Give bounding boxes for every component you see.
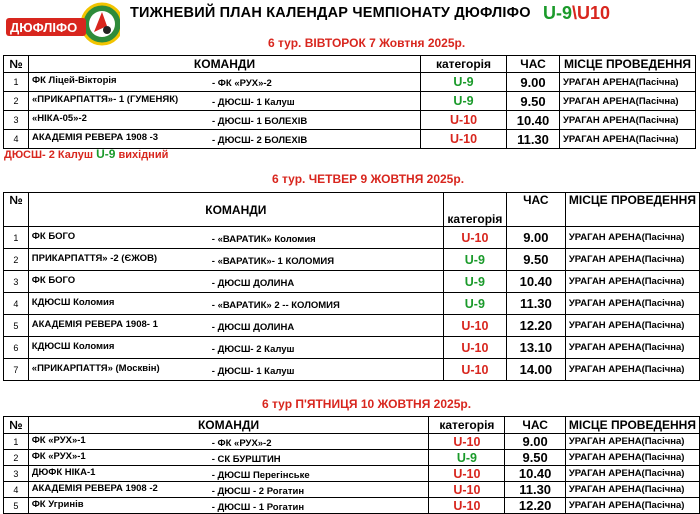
match-time: 12.20 <box>506 315 565 337</box>
away-team: - ДЮСШ- 1 Калуш <box>212 97 295 108</box>
match-time: 11.30 <box>507 130 560 149</box>
home-team: ФК БОГО <box>31 230 76 242</box>
table-header-row <box>4 56 696 73</box>
match-time: 10.40 <box>505 466 565 482</box>
away-team: - «ВАРАТИК»- 1 КОЛОМИЯ <box>211 255 335 267</box>
home-team: КДЮСШ Коломия <box>31 296 115 308</box>
col-header-venue: МІСЦЕ ПРОВЕДЕННЯ <box>565 193 699 227</box>
col-header-time: ЧАС <box>506 193 565 227</box>
schedule-table <box>3 192 700 381</box>
away-team: - СК БУРШТИН <box>211 453 281 465</box>
match-time: 9.00 <box>506 227 565 249</box>
match-teams <box>28 482 429 498</box>
match-number: 1 <box>4 73 29 92</box>
title-text: ТИЖНЕВИЙ ПЛАН КАЛЕНДАР ЧЕМПІОНАТУ ДЮФЛІФО <box>130 5 531 21</box>
note-team: ДЮСШ- 2 Калуш <box>4 149 94 161</box>
match-teams <box>29 92 421 111</box>
note-category: U-9 <box>96 147 116 161</box>
match-venue: УРАГАН АРЕНА(Пасічна) <box>565 434 699 450</box>
away-team: - ДЮСШ Перегінське <box>211 469 310 481</box>
col-header-num: № <box>4 193 29 227</box>
match-teams <box>28 271 443 293</box>
day-heading: 6 тур П'ЯТНИЦЯ 10 ЖОВТНЯ 2025р. <box>262 397 472 411</box>
table-row <box>4 359 700 381</box>
match-teams <box>29 73 421 92</box>
match-venue: УРАГАН АРЕНА(Пасічна) <box>565 359 699 381</box>
match-teams <box>28 450 429 466</box>
match-time: 9.50 <box>506 249 565 271</box>
match-number: 5 <box>4 498 29 514</box>
match-category: U-9 <box>443 271 506 293</box>
match-category: U-10 <box>443 337 506 359</box>
match-category: U-10 <box>421 130 507 149</box>
table-row <box>4 111 696 130</box>
match-venue: УРАГАН АРЕНА(Пасічна) <box>560 130 696 149</box>
home-team: ФК «РУХ»-1 <box>31 434 86 446</box>
day-heading: 6 тур. ВІВТОРОК 7 Жовтня 2025р. <box>268 36 466 50</box>
match-category: U-9 <box>421 92 507 111</box>
away-team: - ДЮСШ- 1 Калуш <box>211 365 295 377</box>
away-team: - ДЮСШ - 2 Рогатин <box>211 485 305 497</box>
table-row <box>4 92 696 111</box>
match-number: 2 <box>4 450 29 466</box>
away-team: - ДЮСШ ДОЛИНА <box>211 277 295 289</box>
table-row <box>4 271 700 293</box>
match-category: U-9 <box>443 249 506 271</box>
home-team: ФК Угринів <box>31 498 84 510</box>
day-heading: 6 тур. ЧЕТВЕР 9 ЖОВТНЯ 2025р. <box>272 172 465 186</box>
match-time: 9.00 <box>505 434 565 450</box>
match-venue: УРАГАН АРЕНА(Пасічна) <box>565 249 699 271</box>
match-category: U-10 <box>429 498 505 514</box>
match-venue: УРАГАН АРЕНА(Пасічна) <box>565 315 699 337</box>
match-category: U-10 <box>429 466 505 482</box>
match-category: U-10 <box>421 111 507 130</box>
match-number: 3 <box>4 111 29 130</box>
match-category: U-10 <box>443 359 506 381</box>
away-team: - ДЮСШ - 1 Рогатин <box>211 501 305 513</box>
svg-text:ДЮФЛІФО: ДЮФЛІФО <box>10 20 78 35</box>
match-venue: УРАГАН АРЕНА(Пасічна) <box>560 111 696 130</box>
table-row <box>4 227 700 249</box>
away-team: - ДЮСШ ДОЛИНА <box>211 321 295 333</box>
col-header-teams: КОМАНДИ <box>28 193 443 227</box>
home-team: ФК БОГО <box>31 274 76 286</box>
match-venue: УРАГАН АРЕНА(Пасічна) <box>565 498 699 514</box>
match-number: 3 <box>4 271 29 293</box>
col-header-teams: КОМАНДИ <box>29 56 421 73</box>
schedule-table <box>3 55 696 149</box>
table-row <box>4 337 700 359</box>
col-header-category: категорія <box>443 193 506 227</box>
match-venue: УРАГАН АРЕНА(Пасічна) <box>565 271 699 293</box>
match-time: 11.30 <box>505 482 565 498</box>
title-categories <box>543 3 610 24</box>
away-team: - ФК «РУХ»-2 <box>212 78 272 89</box>
match-category: U-9 <box>421 73 507 92</box>
match-number: 4 <box>4 482 29 498</box>
match-teams <box>28 466 429 482</box>
home-team: ФК Ліцей-Вікторія <box>32 75 117 86</box>
col-header-time: ЧАС <box>507 56 560 73</box>
match-number: 6 <box>4 337 29 359</box>
match-time: 14.00 <box>506 359 565 381</box>
match-number: 1 <box>4 434 29 450</box>
match-teams <box>28 227 443 249</box>
away-team: - ДЮСШ- 1 БОЛЕХІВ <box>212 116 308 127</box>
match-time: 9.50 <box>507 92 560 111</box>
match-category: U-10 <box>443 315 506 337</box>
match-number: 5 <box>4 315 29 337</box>
home-team: «ПРИКАРПАТТЯ»- 1 (ГУМЕНЯК) <box>32 94 179 105</box>
table-row <box>4 434 700 450</box>
match-venue: УРАГАН АРЕНА(Пасічна) <box>565 466 699 482</box>
match-teams <box>28 359 443 381</box>
match-time: 9.50 <box>505 450 565 466</box>
match-venue: УРАГАН АРЕНА(Пасічна) <box>565 227 699 249</box>
table-row <box>4 498 700 514</box>
col-header-num: № <box>4 417 29 434</box>
title-cat-separator: \ <box>572 3 578 23</box>
match-time: 10.40 <box>506 271 565 293</box>
home-team: ДЮФК НІКА-1 <box>31 466 96 478</box>
match-category: U-10 <box>429 482 505 498</box>
table-row <box>4 130 696 149</box>
away-team: - ДЮСШ- 2 Калуш <box>211 343 295 355</box>
away-team: - «ВАРАТИК» 2 -- КОЛОМИЯ <box>211 299 340 311</box>
home-team: АКАДЕМІЯ РЕВЕРА 1908 -2 <box>31 482 158 494</box>
match-teams <box>29 130 421 149</box>
note-status: вихідний <box>118 149 169 161</box>
page-title <box>130 3 611 26</box>
match-number: 4 <box>4 293 29 315</box>
match-teams <box>28 498 429 514</box>
match-category: U-9 <box>429 450 505 466</box>
col-header-category: категорія <box>421 56 507 73</box>
match-time: 11.30 <box>506 293 565 315</box>
match-time: 9.00 <box>507 73 560 92</box>
match-venue: УРАГАН АРЕНА(Пасічна) <box>565 337 699 359</box>
table-row <box>4 315 700 337</box>
title-cat-u10: U10 <box>577 3 611 23</box>
match-category: U-10 <box>429 434 505 450</box>
home-team: АКАДЕМІЯ РЕВЕРА 1908 -3 <box>32 132 159 143</box>
table-header-row <box>4 193 700 227</box>
col-header-time: ЧАС <box>505 417 565 434</box>
away-team: - «ВАРАТИК» Коломия <box>211 233 316 245</box>
table-row <box>4 249 700 271</box>
col-header-num: № <box>4 56 29 73</box>
match-teams <box>28 337 443 359</box>
match-number: 2 <box>4 249 29 271</box>
match-time: 13.10 <box>506 337 565 359</box>
match-venue: УРАГАН АРЕНА(Пасічна) <box>560 73 696 92</box>
match-time: 10.40 <box>507 111 560 130</box>
col-header-venue: МІСЦЕ ПРОВЕДЕННЯ <box>560 56 696 73</box>
col-header-category: категорія <box>429 417 505 434</box>
match-teams <box>28 434 429 450</box>
match-teams <box>28 249 443 271</box>
match-time: 12.20 <box>505 498 565 514</box>
col-header-venue: МІСЦЕ ПРОВЕДЕННЯ <box>565 417 699 434</box>
match-venue: УРАГАН АРЕНА(Пасічна) <box>560 92 696 111</box>
table-row <box>4 450 700 466</box>
match-teams <box>28 293 443 315</box>
match-venue: УРАГАН АРЕНА(Пасічна) <box>565 482 699 498</box>
day-note <box>4 147 168 161</box>
home-team: «ПРИКАРПАТТЯ» (Москвін) <box>31 362 160 374</box>
away-team: - ФК «РУХ»-2 <box>211 437 272 449</box>
match-number: 1 <box>4 227 29 249</box>
home-team: ПРИКАРПАТТЯ» -2 (ЄЖОВ) <box>31 252 158 264</box>
table-row <box>4 466 700 482</box>
table-row <box>4 482 700 498</box>
match-category: U-10 <box>443 227 506 249</box>
home-team: АКАДЕМІЯ РЕВЕРА 1908- 1 <box>31 318 158 330</box>
league-logo <box>4 2 120 48</box>
match-category: U-9 <box>443 293 506 315</box>
home-team: КДЮСШ Коломия <box>31 340 115 352</box>
league-logo-image <box>4 2 120 48</box>
match-number: 2 <box>4 92 29 111</box>
home-team: ФК «РУХ»-1 <box>31 450 86 462</box>
match-number: 7 <box>4 359 29 381</box>
match-teams <box>29 111 421 130</box>
away-team: - ДЮСШ- 2 БОЛЕХІВ <box>212 135 308 146</box>
table-row <box>4 73 696 92</box>
match-venue: УРАГАН АРЕНА(Пасічна) <box>565 293 699 315</box>
table-row <box>4 293 700 315</box>
match-number: 3 <box>4 466 29 482</box>
match-number: 4 <box>4 130 29 149</box>
col-header-teams: КОМАНДИ <box>28 417 429 434</box>
match-venue: УРАГАН АРЕНА(Пасічна) <box>565 450 699 466</box>
home-team: «НІКА-05»-2 <box>32 113 87 124</box>
table-header-row <box>4 417 700 434</box>
match-teams <box>28 315 443 337</box>
title-cat-u9: U-9 <box>543 3 573 23</box>
schedule-table <box>3 416 700 514</box>
